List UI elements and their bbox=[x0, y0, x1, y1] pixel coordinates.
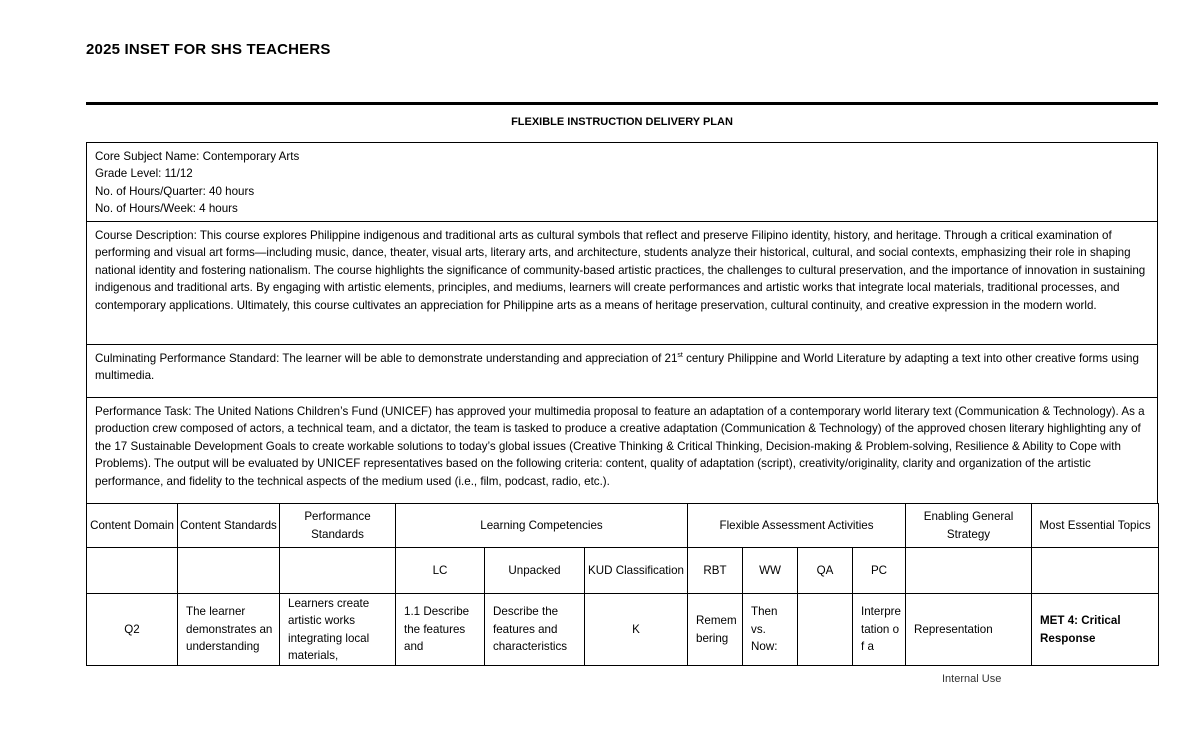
subheader-empty-content bbox=[178, 548, 280, 594]
course-description: Course Description: This course explores Philippine indigenous and traditional arts as cultural symbols that reflect and preserve Filipino identity, history, and heritage. Through a critical examination of performing and visual art forms—including music, dance, theater, visual arts, literary arts, and architecture, students analyze their historical, cultural, and social contexts, emphasizing their role in shaping national identity and fostering nationalism. The course highlights the significance of community-based artistic practices, the challenges to cultural preservation, and the importance of innovation in sustaining indigenous and traditional arts. By engaging with artistic elements, principles, and mediums, learners will create performances and artistic works that integrate local materials, traditional processes, and contemporary applications. Ultimately, this course cultivates an appreciation for Philippine arts as a means of heritage preservation, cultural continuity, and creative expression in the modern world. bbox=[95, 229, 1146, 312]
table-row bbox=[87, 594, 1159, 666]
cell-ww: Then vs. Now: bbox=[743, 594, 798, 666]
subheader-qa: QA bbox=[798, 548, 853, 594]
hours-per-quarter: No. of Hours/Quarter: 40 hours bbox=[95, 184, 255, 198]
culminating-text-start: Culminating Performance Standard: The learner will be able to demonstrate understanding and appreciation of 21 bbox=[95, 352, 678, 365]
cell-lc: 1.1 Describe the features and bbox=[396, 594, 485, 666]
subheader-empty-performance bbox=[280, 548, 396, 594]
subheader-unpacked: Unpacked bbox=[485, 548, 585, 594]
cell-strategy: Representation bbox=[906, 594, 1032, 666]
header-essential-topics: Most Essential Topics bbox=[1032, 504, 1159, 548]
cell-kud: K bbox=[585, 594, 688, 666]
header-flexible-assessment: Flexible Assessment Activities bbox=[688, 504, 906, 548]
culminating-standard-box bbox=[86, 344, 1158, 398]
hours-per-week: No. of Hours/Week: 4 hours bbox=[95, 202, 238, 216]
cell-pc: Interpretation of a bbox=[853, 594, 906, 666]
subheader-empty-strategy bbox=[906, 548, 1032, 594]
grade-level: Grade Level: 11/12 bbox=[95, 167, 193, 181]
performance-task-box bbox=[86, 397, 1158, 504]
culminating-superscript: st bbox=[677, 352, 683, 360]
core-subject-box bbox=[86, 142, 1158, 222]
table-header-row bbox=[87, 504, 1159, 548]
culminating-standard bbox=[95, 350, 1149, 385]
cell-unpacked: Describe the features and characteristics bbox=[485, 594, 585, 666]
core-subject-name: Core Subject Name: Contemporary Arts bbox=[95, 150, 300, 163]
course-description-box bbox=[86, 221, 1158, 345]
subheader-empty-domain bbox=[87, 548, 178, 594]
cell-performance-standards: Learners create artistic works integrating local materials, bbox=[280, 594, 396, 666]
cell-content-standards: The learner demonstrates an understanding bbox=[178, 594, 280, 666]
header-content-standards: Content Standards bbox=[178, 504, 280, 548]
header-learning-competencies: Learning Competencies bbox=[396, 504, 688, 548]
plan-title: FLEXIBLE INSTRUCTION DELIVERY PLAN bbox=[511, 116, 733, 128]
header-divider bbox=[86, 102, 1158, 105]
internal-use-label: Internal Use bbox=[942, 673, 1002, 685]
subheader-kud: KUD Classification bbox=[585, 548, 688, 594]
header-content-domain: Content Domain bbox=[87, 504, 178, 548]
header-enabling-strategy: Enabling General Strategy bbox=[906, 504, 1032, 548]
subheader-ww: WW bbox=[743, 548, 798, 594]
header-performance-standards: Performance Standards bbox=[280, 504, 396, 548]
cell-domain: Q2 bbox=[87, 594, 178, 666]
subheader-empty-topics bbox=[1032, 548, 1159, 594]
subheader-pc: PC bbox=[853, 548, 906, 594]
document-header-title: 2025 INSET FOR SHS TEACHERS bbox=[86, 41, 331, 58]
performance-task: Performance Task: The United Nations Children’s Fund (UNICEF) has approved your multimedia proposal to feature an adaptation of a contemporary world literary text (Communication & Technology). As a production crew composed of actors, a technical team, and a dictator, the team is tasked to produce a creative adaptation (Communication & Technology) of the approved chosen literary highlighting any of the 17 Sustainable Development Goals to create workable solutions to today’s global issues (Creative Thinking & Critical Thinking, Decision-making & Problem-solving, Resilience & Ability to Cope with Problems). The output will be evaluated by UNICEF representatives based on the following criteria: content, quality of adaptation (script), creativity/originality, clarity and organization of the artistic performance, and fidelity to the technical aspects of the medium used (i.e., film, podcast, radio, etc.). bbox=[95, 405, 1145, 488]
culminating-text-end: century Philippine and World Literature by adapting a text into other creative forms using multimedia. bbox=[95, 352, 1139, 383]
subheader-rbt: RBT bbox=[688, 548, 743, 594]
subheader-lc: LC bbox=[396, 548, 485, 594]
table-subheader-row bbox=[87, 548, 1159, 594]
cell-qa bbox=[798, 594, 853, 666]
cell-topic: MET 4: Critical Response bbox=[1032, 594, 1159, 666]
cell-rbt: Remembering bbox=[688, 594, 743, 666]
delivery-plan-table bbox=[86, 503, 1159, 666]
